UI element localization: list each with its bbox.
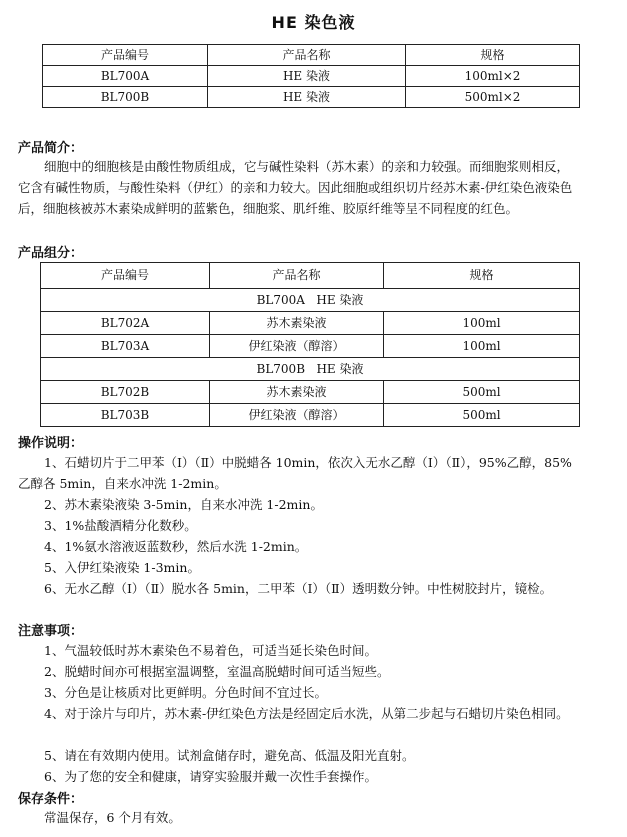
col-header-name: 产品名称 bbox=[208, 45, 406, 66]
table-row bbox=[43, 87, 580, 108]
col-header-code: 产品编号 bbox=[41, 263, 210, 289]
group-label-a: BL700A HE 染液 bbox=[41, 289, 580, 312]
cell-name: HE 染液 bbox=[208, 87, 406, 108]
cell-code: BL700B bbox=[43, 87, 208, 108]
notes-heading: 注意事项： bbox=[18, 624, 84, 639]
cell-spec: 100ml×2 bbox=[406, 66, 580, 87]
note-item: 5、请在有效期内使用。试剂盒储存时，避免高、低温及阳光直射。 bbox=[44, 748, 415, 763]
cell-name: HE 染液 bbox=[208, 66, 406, 87]
cell-code: BL702B bbox=[41, 381, 210, 404]
note-item: 4、对于涂片与印片，苏木素-伊红染色方法是经固定后水洗，从第二步起与石蜡切片染色相同。 bbox=[44, 706, 569, 721]
note-item: 3、分色是让核质对比更鲜明。分色时间不宜过长。 bbox=[44, 685, 327, 700]
cell-code: BL702A bbox=[41, 312, 210, 335]
col-header-code: 产品编号 bbox=[43, 45, 208, 66]
procedure-step: 2、苏木素染液染 3-5min，自来水冲洗 1-2min。 bbox=[44, 497, 323, 512]
table-row bbox=[41, 335, 580, 358]
storage-heading: 保存条件： bbox=[18, 792, 84, 807]
table-row bbox=[41, 404, 580, 427]
procedure-step: 1、石蜡切片于二甲苯（Ⅰ）（Ⅱ）中脱蜡各 10min，依次入无水乙醇（Ⅰ）（Ⅱ），95%乙醇，85%乙醇各 5min，自来水冲洗 1-2min。 bbox=[18, 455, 572, 491]
table-header-row bbox=[41, 263, 580, 289]
cell-name: 苏木素染液 bbox=[210, 381, 384, 404]
group-label-b: BL700B HE 染液 bbox=[41, 358, 580, 381]
table-row bbox=[41, 312, 580, 335]
procedure-step: 3、1%盐酸酒精分化数秒。 bbox=[44, 518, 197, 533]
intro-heading: 产品简介： bbox=[18, 141, 84, 156]
cell-name: 伊红染液（醇溶） bbox=[210, 335, 384, 358]
cell-spec: 500ml bbox=[384, 381, 580, 404]
procedure-step: 4、1%氨水溶液返蓝数秒，然后水洗 1-2min。 bbox=[44, 539, 308, 554]
document-title: HE 染色液 bbox=[271, 13, 356, 32]
storage-text: 常温保存，6 个月有效。 bbox=[44, 810, 181, 825]
cell-code: BL703A bbox=[41, 335, 210, 358]
components-table bbox=[40, 262, 580, 427]
cell-name: 伊红染液（醇溶） bbox=[210, 404, 384, 427]
cell-spec: 500ml bbox=[384, 404, 580, 427]
note-item: 6、为了您的安全和健康，请穿实验服并戴一次性手套操作。 bbox=[44, 769, 377, 784]
group-row bbox=[41, 358, 580, 381]
table-row bbox=[41, 381, 580, 404]
cell-code: BL700A bbox=[43, 66, 208, 87]
intro-text: 细胞中的细胞核是由酸性物质组成，它与碱性染料（苏木素）的亲和力较强。而细胞浆则相反，它含有碱性物质，与酸性染料（伊红）的亲和力较大。因此细胞或组织切片经苏木素-伊红染色液染色后，细胞核被苏木素染成鲜明的蓝紫色，细胞浆、肌纤维、胶原纤维等呈不同程度的红色。 bbox=[18, 159, 573, 216]
cell-code: BL703B bbox=[41, 404, 210, 427]
procedure-heading: 操作说明： bbox=[18, 436, 84, 451]
product-table bbox=[42, 44, 580, 108]
cell-spec: 100ml bbox=[384, 312, 580, 335]
procedure-step: 5、入伊红染液染 1-3min。 bbox=[44, 560, 200, 575]
cell-spec: 100ml bbox=[384, 335, 580, 358]
group-row bbox=[41, 289, 580, 312]
table-row bbox=[43, 66, 580, 87]
cell-name: 苏木素染液 bbox=[210, 312, 384, 335]
col-header-spec: 规格 bbox=[406, 45, 580, 66]
cell-spec: 500ml×2 bbox=[406, 87, 580, 108]
note-item: 1、气温较低时苏木素染色不易着色，可适当延长染色时间。 bbox=[44, 643, 377, 658]
col-header-spec: 规格 bbox=[384, 263, 580, 289]
procedure-step: 6、无水乙醇（Ⅰ）（Ⅱ）脱水各 5min，二甲苯（Ⅰ）（Ⅱ）透明数分钟。中性树胶封片，镜检。 bbox=[44, 581, 553, 596]
table-header-row bbox=[43, 45, 580, 66]
components-heading: 产品组分： bbox=[18, 246, 84, 261]
note-item: 2、脱蜡时间亦可根据室温调整，室温高脱蜡时间可适当短些。 bbox=[44, 664, 390, 679]
col-header-name: 产品名称 bbox=[210, 263, 384, 289]
